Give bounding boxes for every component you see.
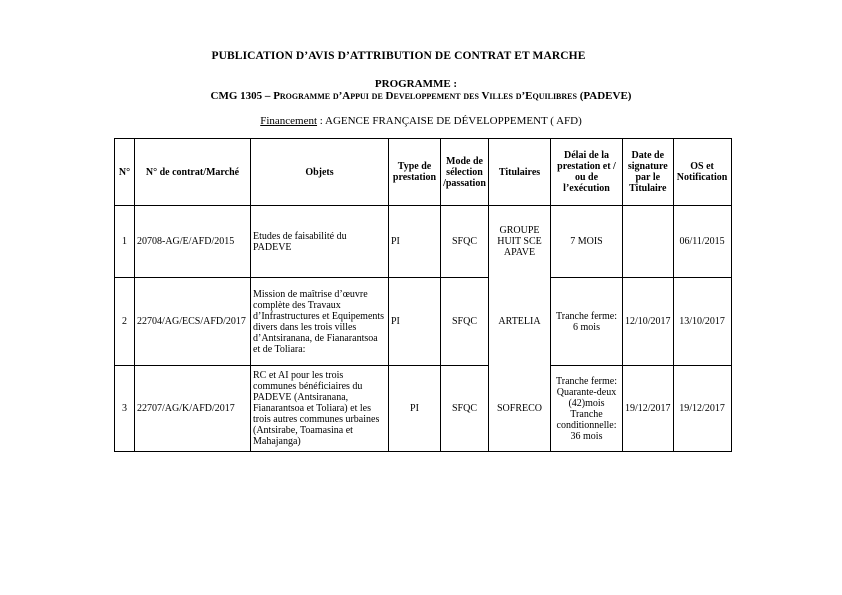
cell-os: 13/10/2017 — [673, 278, 731, 366]
cell-mode: SFQC — [441, 366, 489, 452]
cell-date — [623, 206, 674, 278]
cell-type: PI — [389, 366, 441, 452]
col-header-contrat: N° de contrat/Marché — [135, 139, 251, 206]
financement-label: Financement — [260, 115, 318, 127]
programme-line — [0, 90, 842, 102]
col-header-titulaires: Titulaires — [489, 139, 551, 206]
programme-abbr: (PADEVE) — [579, 90, 632, 102]
cell-objets: Mission de maîtrise d’œuvre complète des Travaux d’Infrastructures et Equipements divers dans les trois villes d’Antsiranana, de Fianarantsoa et de Toliara: — [251, 278, 389, 366]
cell-titulaires: GROUPE HUIT SCE APAVE — [489, 206, 551, 278]
cell-objets: RC et AI pour les trois communes bénéficiaires du PADEVE (Antsiranana, Fianarantsoa et Toliara) et les trois autres communes urbaines (Antsirabe, Toamasina et Mahajanga) — [251, 366, 389, 452]
financement-line — [0, 115, 842, 127]
cell-type: PI — [389, 206, 441, 278]
cell-mode: SFQC — [441, 206, 489, 278]
cell-os: 06/11/2015 — [673, 206, 731, 278]
cell-titulaires: SOFRECO — [489, 366, 551, 452]
table-header-row — [115, 139, 732, 206]
programme-label: PROGRAMME : — [374, 78, 458, 90]
col-header-no: N° — [115, 139, 135, 206]
cell-date: 19/12/2017 — [623, 366, 674, 452]
cell-titulaires: ARTELIA — [489, 278, 551, 366]
cell-no: 3 — [115, 366, 135, 452]
cell-delai: 7 MOIS — [551, 206, 623, 278]
col-header-os: OS et Notification — [673, 139, 731, 206]
programme-name: Programme d’Appui de Developpement des Villes d’Equilibres — [273, 90, 577, 102]
col-header-date: Date de signature par le Titulaire — [623, 139, 674, 206]
col-header-mode: Mode de sélection /passation — [441, 139, 489, 206]
cell-mode: SFQC — [441, 278, 489, 366]
cell-date: 12/10/2017 — [623, 278, 674, 366]
document-title: PUBLICATION D’AVIS D’ATTRIBUTION DE CONTRAT ET MARCHE — [211, 50, 586, 62]
cell-no: 1 — [115, 206, 135, 278]
cell-no: 2 — [115, 278, 135, 366]
cell-contrat: 20708-AG/E/AFD/2015 — [135, 206, 251, 278]
table-row — [115, 366, 732, 452]
cell-contrat: 22704/AG/ECS/AFD/2017 — [135, 278, 251, 366]
col-header-objets: Objets — [251, 139, 389, 206]
cell-os: 19/12/2017 — [673, 366, 731, 452]
cell-delai: Tranche ferme: 6 mois — [551, 278, 623, 366]
table-row — [115, 206, 732, 278]
cell-type: PI — [389, 278, 441, 366]
col-header-delai: Délai de la prestation et / ou de l’exécution — [551, 139, 623, 206]
programme-code: CMG 1305 – — [210, 90, 271, 102]
contracts-table — [114, 138, 732, 452]
col-header-type: Type de prestation — [389, 139, 441, 206]
table-row — [115, 278, 732, 366]
cell-contrat: 22707/AG/K/AFD/2017 — [135, 366, 251, 452]
financement-value: : AGENCE FRANÇAISE DE DÉVELOPPEMENT ( AFD) — [317, 115, 582, 127]
cell-delai: Tranche ferme: Quarante-deux (42)mois Tranche conditionnelle: 36 mois — [551, 366, 623, 452]
cell-objets: Etudes de faisabilité du PADEVE — [251, 206, 389, 278]
